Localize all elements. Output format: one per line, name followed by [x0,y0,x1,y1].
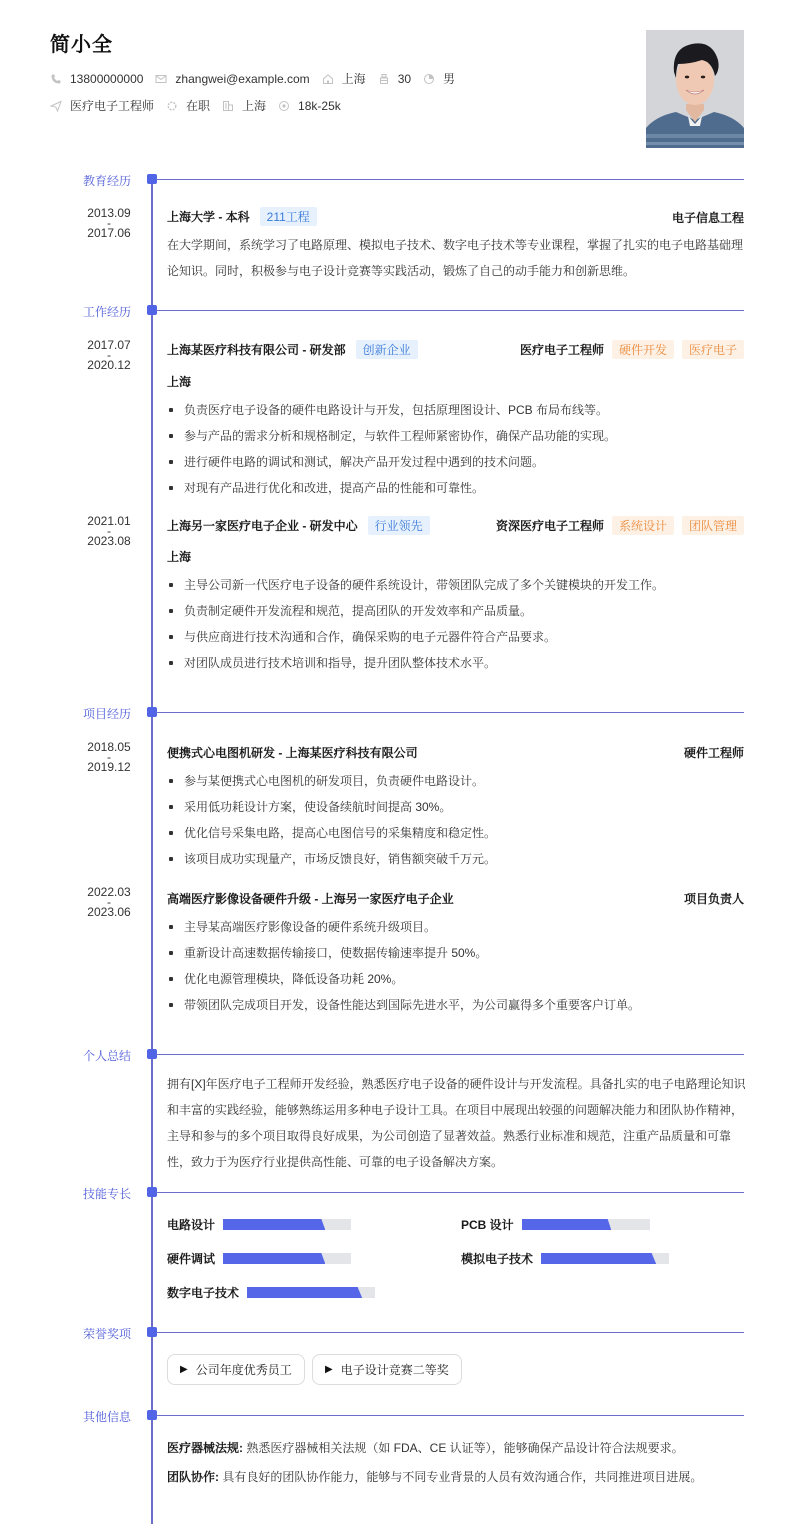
contact-info-row [50,70,467,87]
project-role [684,890,744,907]
role-title: 项目负责人 [683,892,744,906]
education-description: 在大学期间，系统学习了电路原理、模拟电子技术、数字电子技术等专业课程，掌握了扎实的电子电路基础理论知识。同时，积极参与电子设计竞赛等实践活动，锻炼了自己的动手能力和创新思维。 [167,238,744,278]
company-tag: 创新企业 [356,340,418,359]
date-separator: - [107,750,111,764]
list-item: 带领团队完成项目开发，设备性能达到国际先进水平，为公司赢得多个重要客户订单。 [167,992,747,1018]
work-company [167,340,418,359]
phone-icon [50,73,62,85]
education-date [70,207,148,239]
project-title [167,890,454,907]
triangle-icon: ▶ [180,1364,188,1375]
skill-name: PCB 设计 [461,1218,514,1232]
section-summary [0,1047,794,1061]
list-item: 对团队成员进行技术培训和指导，提升团队整体技术水平。 [167,650,747,676]
project-name: 便携式心电图机研发 - 上海某医疗科技有限公司 [167,746,418,760]
section-divider [156,1415,744,1416]
project-name: 高端医疗影像设备硬件升级 - 上海另一家医疗电子企业 [167,892,454,906]
skill-bar [247,1287,375,1298]
skill-bar [541,1253,669,1264]
list-item: 主导某高端医疗影像设备的硬件系统升级项目。 [167,914,747,940]
list-item: 主导公司新一代医疗电子设备的硬件系统设计，带领团队完成了多个关键模块的开发工作。 [167,572,747,598]
education-major [672,209,744,226]
info-work-city [222,97,266,114]
section-title-other: 其他信息 [83,1410,132,1424]
send-icon [50,100,62,112]
info-email [155,72,309,86]
work-city: 上海 [242,99,267,113]
info-location [322,70,366,87]
other-info-item [167,1439,684,1456]
gender: 男 [443,72,456,86]
work-date [70,515,148,547]
section-divider [156,712,744,713]
list-item: 参与产品的需求分析和规格制定，与软件工程师紧密协作，确保产品功能的实现。 [167,423,747,449]
job-title: 医疗电子工程师 [70,99,155,113]
position-title: 医疗电子工程师 [519,343,604,357]
info-age [378,72,411,86]
list-item: 负责医疗电子设备的硬件电路设计与开发，包括原理图设计、PCB 布局布线等。 [167,397,747,423]
section-title-awards: 荣誉奖项 [83,1327,132,1341]
section-divider [156,1192,744,1193]
school-name: 上海大学 - 本科 [167,210,250,224]
work-location: 上海 [167,375,192,389]
skill-fill [522,1219,612,1230]
work-date [70,339,148,371]
section-title-skills: 技能专长 [83,1187,132,1201]
skill-name: 电路设计 [167,1218,216,1232]
section-title-work: 工作经历 [83,305,132,319]
position-tag: 医疗电子 [682,340,744,359]
section-title-projects: 项目经历 [83,707,132,721]
date-end: 2019.12 [87,760,131,774]
company-name: 上海另一家医疗电子企业 - 研发中心 [167,519,358,533]
list-item: 与供应商进行技术沟通和合作，确保采购的电子元器件符合产品要求。 [167,624,747,650]
date-end: 2023.06 [87,905,131,919]
list-item: 进行硬件电路的调试和测试，解决产品开发过程中遇到的技术问题。 [167,449,747,475]
age-icon [378,73,390,85]
list-item: 优化信号采集电路，提高心电图信号的采集精度和稳定性。 [167,820,747,846]
section-divider [156,1332,744,1333]
skill-fill [541,1253,656,1264]
skill-bar [223,1253,351,1264]
work-company [167,516,430,535]
skill-fill [247,1287,362,1298]
list-item: 对现有产品进行优化和改进，提高产品的性能和可靠性。 [167,475,747,501]
award-badge [312,1354,462,1385]
job-info-row [50,97,353,114]
project-date [70,886,148,918]
education-school [167,207,317,226]
other-info-text: 具有良好的团队协作能力，能够与不同专业背景的人员有效沟通合作，共同推进项目进展。 [222,1470,703,1484]
other-info-label: 医疗器械法规: [167,1441,243,1455]
section-work [0,303,794,317]
position-tag: 硬件开发 [612,340,674,359]
work-location: 上海 [167,550,192,564]
building-icon [222,100,234,112]
other-info-label: 团队协作: [167,1470,219,1484]
skill-item [167,1250,351,1267]
position-tag: 系统设计 [612,516,674,535]
home-icon [322,73,334,85]
date-end: 2023.08 [87,534,131,548]
summary-text: 拥有[X]年医疗电子工程师开发经验，熟悉医疗电子设备的硬件设计与开发流程。具备扎实的电子电路理论知识和丰富的实践经验，能够熟练运用多种电子设计工具。在项目中展现出较强的问题解决能力和团队协作精神，主导和参与的多个项目取得良好成果，为公司创造了显著效益。熟悉行业标准和规范，注重产品质量和可靠性，致力于为医疗行业提供高性能、可靠的电子设备解决方案。 [167,1077,746,1169]
status-icon [166,100,178,112]
date-end: 2017.06 [87,226,131,240]
project-bullets [167,914,747,1018]
skill-name: 硬件调试 [167,1252,216,1266]
award-name: 电子设计竞赛二等奖 [340,1363,449,1377]
list-item: 该项目成功实现量产，市场反馈良好，销售额突破千万元。 [167,846,747,872]
date-start: 2017.07 [87,338,131,352]
company-tag: 行业领先 [368,516,430,535]
section-title-education: 教育经历 [83,174,132,188]
skill-name: 模拟电子技术 [461,1252,534,1266]
timeline-line [151,178,153,1524]
project-title [167,744,418,761]
section-other [0,1408,794,1422]
work-bullets [167,572,747,676]
section-divider [156,310,744,311]
date-separator: - [107,348,111,362]
date-start: 2021.01 [87,514,131,528]
award-badge [167,1354,305,1385]
major-name: 电子信息工程 [671,211,744,225]
skill-name: 数字电子技术 [167,1286,240,1300]
position-title: 资深医疗电子工程师 [495,519,604,533]
award-name: 公司年度优秀员工 [195,1363,292,1377]
date-start: 2013.09 [87,206,131,220]
skill-item [167,1284,375,1301]
skill-fill [223,1219,325,1230]
position-tag: 团队管理 [682,516,744,535]
project-role [684,744,744,761]
section-divider [156,1054,744,1055]
work-position [520,340,744,359]
section-awards [0,1325,794,1339]
company-name: 上海某医疗科技有限公司 - 研发部 [167,343,346,357]
location: 上海 [341,72,366,86]
list-item: 优化电源管理模块，降低设备功耗 20%。 [167,966,747,992]
school-tag: 211工程 [260,207,317,226]
expected-salary: 18k-25k [298,98,341,113]
email-address: zhangwei@example.com [175,71,310,86]
employment-status: 在职 [186,99,211,113]
gender-icon [423,73,435,85]
list-item: 重新设计高速数据传输接口，使数据传输速率提升 50%。 [167,940,747,966]
skill-item [461,1216,650,1233]
section-title-summary: 个人总结 [83,1049,132,1063]
info-status [166,97,210,114]
work-bullets [167,397,747,501]
section-divider [156,179,744,180]
project-date [70,741,148,773]
list-item: 负责制定硬件开发流程和规范，提高团队的开发效率和产品质量。 [167,598,747,624]
skill-item [461,1250,669,1267]
mail-icon [155,73,167,85]
role-title: 硬件工程师 [683,746,744,760]
info-job-title [50,97,154,114]
other-info-text: 熟悉医疗器械相关法规（如 FDA、CE 认证等），能够确保产品设计符合法规要求。 [246,1441,684,1455]
date-start: 2018.05 [87,740,131,754]
date-start: 2022.03 [87,885,131,899]
section-projects [0,705,794,719]
date-separator: - [107,895,111,909]
salary-icon [278,100,290,112]
age: 30 [397,71,412,86]
list-item: 参与某便携式心电图机的研发项目，负责硬件电路设计。 [167,768,747,794]
info-phone [50,72,143,86]
profile-photo [646,30,744,148]
project-bullets [167,768,747,872]
date-end: 2020.12 [87,358,131,372]
skill-bar [522,1219,650,1230]
info-salary [278,99,341,113]
date-separator: - [107,524,111,538]
skill-bar [223,1219,351,1230]
other-info-item [167,1468,702,1485]
section-skills [0,1185,794,1199]
triangle-icon: ▶ [325,1364,333,1375]
candidate-name: 简小全 [50,34,113,56]
work-position [496,516,744,535]
skill-fill [223,1253,325,1264]
skill-item [167,1216,351,1233]
phone-number: 13800000000 [70,71,144,86]
list-item: 采用低功耗设计方案，使设备续航时间提高 30%。 [167,794,747,820]
info-gender [423,70,455,87]
section-education [0,172,794,186]
date-separator: - [107,216,111,230]
